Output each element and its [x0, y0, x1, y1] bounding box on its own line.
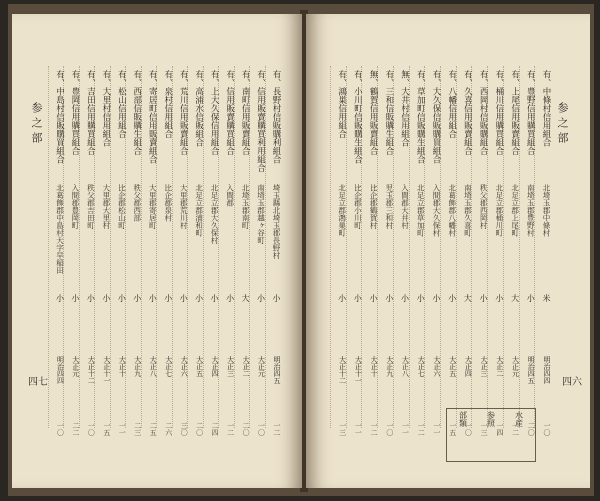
registry-row: [440, 66, 457, 436]
registry-row: [393, 66, 410, 436]
cooperative-address: 比企郡泉村: [163, 184, 173, 222]
cooperative-name: 有、中條村信用組合: [541, 70, 551, 147]
member-count: 一〇: [464, 422, 473, 436]
registry-row: [94, 66, 111, 436]
right-page-number: 四六: [562, 377, 582, 388]
registry-row: [487, 66, 504, 436]
left-page: [12, 14, 302, 488]
member-count: 一一: [354, 422, 363, 436]
liability-class: 小: [416, 294, 426, 302]
founding-date: 大正八: [401, 356, 410, 377]
cooperative-name: 有、上尾信用販賣組合: [509, 70, 520, 155]
cooperative-name: 有、八幡信用組合: [446, 70, 457, 138]
founding-date: 大正元: [71, 356, 80, 377]
liability-class: 小: [384, 294, 394, 302]
member-count: 二二: [71, 422, 80, 436]
library-stamp: [446, 408, 536, 462]
cooperative-address: 入間郡大井村: [400, 184, 410, 229]
founding-date: 大正二: [495, 356, 504, 377]
liability-class: 小: [194, 294, 204, 302]
cooperative-name: 有、信用販賣購買組合: [224, 70, 235, 155]
open-book: [8, 4, 594, 496]
registry-row: [156, 66, 173, 436]
cooperative-name: 有、荒川信用販賣組合: [178, 70, 189, 155]
member-count: 二〇: [242, 422, 251, 436]
liability-class: 小: [400, 294, 410, 302]
registry-row: [424, 66, 441, 436]
liability-class: 小: [225, 294, 235, 302]
member-count: 一三: [480, 422, 489, 436]
cooperative-address: 北埼玉郡中條村: [542, 184, 551, 237]
cooperative-address: 南埼玉郡久喜町: [463, 184, 473, 237]
member-count: 二三: [133, 422, 142, 436]
cooperative-name: 有、寄居町信用販賣組合: [147, 70, 158, 164]
cooperative-address: 秩父郡西部: [132, 184, 142, 222]
cooperative-name: 有、泉村信用組合: [162, 70, 173, 138]
stamp-text: 水産: [514, 411, 524, 427]
cooperative-name: 有、上大久保信用組合: [209, 70, 220, 155]
member-count: 一〇: [257, 422, 266, 436]
cooperative-address: 秩父郡吉田町: [86, 184, 96, 229]
member-count: 二〇: [527, 422, 536, 436]
right-page-header: 参之部: [556, 102, 569, 147]
member-count: 一二: [511, 422, 520, 436]
cooperative-address: 比企郡鶴賀村: [369, 184, 379, 229]
cooperative-name: 有、小川町信販購生組合: [352, 70, 363, 164]
cooperative-name: 有、長野村信販購利組合: [271, 70, 281, 164]
right-page: [306, 14, 590, 488]
liability-class: 小: [117, 294, 127, 302]
member-count: 一一: [401, 422, 410, 436]
liability-class: 小: [526, 294, 536, 302]
cooperative-address: 北足立郡鴻巣町: [337, 184, 347, 237]
registry-row: [172, 66, 189, 436]
liability-class: 大: [510, 294, 520, 302]
registry-row: [265, 66, 281, 436]
founding-date: 大正六: [180, 356, 189, 377]
cooperative-name: 無、鶴賀信用販賣組合: [368, 70, 379, 155]
founding-date: 明治四五: [527, 356, 536, 384]
founding-date: 大正元: [257, 356, 266, 377]
liability-class: 米: [542, 294, 551, 302]
registry-row: [346, 66, 363, 436]
founding-date: 大正八: [149, 356, 158, 377]
stamp-text: 部類: [458, 411, 468, 427]
cooperative-name: 有、豊岡信用購買組合: [69, 70, 80, 155]
cooperative-name: 有、信用販賣購買利用組合: [255, 70, 266, 172]
member-count: 一一: [118, 422, 127, 436]
member-count: 一二: [417, 422, 426, 436]
cooperative-address: 入間郡豊岡町: [70, 184, 80, 229]
cooperative-address: 南埼玉郡豊野村: [526, 184, 536, 237]
liability-class: 小: [210, 294, 220, 302]
founding-date: 大正十: [370, 356, 379, 377]
founding-date: 大正十: [118, 356, 127, 377]
liability-class: 大: [463, 294, 473, 302]
founding-date: 大正四: [211, 356, 220, 377]
cooperative-name: 有、西部信販購生組合: [131, 70, 142, 155]
cooperative-address: 大里郡大里村: [101, 184, 111, 229]
cooperative-address: 児玉郡三和村: [384, 184, 394, 229]
cooperative-name: 有、吉田信用購買組合: [85, 70, 96, 155]
cooperative-name: 有、西岡村信販購組合: [478, 70, 489, 155]
liability-class: 小: [369, 294, 379, 302]
member-count: 一二: [273, 422, 281, 436]
registry-row: [110, 66, 127, 436]
member-count: 二五: [149, 422, 158, 436]
liability-class: 小: [55, 294, 65, 302]
registry-row: [361, 66, 379, 436]
cooperative-name: 有、三和信販購生組合: [383, 70, 394, 155]
registry-row: [503, 66, 520, 436]
founding-date: 大正二: [242, 356, 251, 377]
founding-date: 大正九: [385, 356, 394, 377]
registry-row: [519, 66, 536, 436]
cooperative-address: 秩父郡西岡村: [479, 184, 489, 229]
registry-row: [330, 66, 347, 436]
liability-class: 小: [179, 294, 189, 302]
member-count: 一二: [370, 422, 379, 436]
cooperative-name: 有、久喜信用販賣組合: [462, 70, 473, 155]
founding-date: 大正十二: [87, 356, 96, 384]
cooperative-name: 有、草加町信販購生組合: [415, 70, 426, 164]
cooperative-name: 無、大井村信用組合: [399, 70, 410, 147]
registry-row: [203, 66, 220, 436]
registry-row: [187, 66, 204, 436]
founding-date: 大正六: [432, 356, 441, 377]
liability-class: 小: [132, 294, 142, 302]
registry-row: [471, 66, 489, 436]
cooperative-address: 北足立郡草加町: [416, 184, 426, 237]
cooperative-name: 有、大久保信販購買組合: [430, 70, 441, 164]
founding-date: 大正十二: [338, 356, 347, 384]
registry-row: [141, 66, 158, 436]
registry-row: [125, 66, 142, 436]
registry-row: [409, 66, 426, 436]
cooperative-address: 大里郡寄居町: [148, 184, 158, 229]
founding-date: 大正十一: [102, 356, 111, 384]
member-count: 一五: [448, 422, 457, 436]
cooperative-address: 大里郡荒川村: [179, 184, 189, 229]
cooperative-name: 有、桶川信用購買組合: [493, 70, 504, 155]
liability-class: 小: [494, 294, 504, 302]
member-count: 三〇: [180, 422, 189, 436]
stamp-text: 参照: [486, 411, 496, 427]
liability-class: 小: [479, 294, 489, 302]
liability-class: 小: [272, 294, 281, 302]
member-count: 一〇: [87, 422, 96, 436]
cooperative-address: 比企郡小川町: [353, 184, 363, 229]
registry-row: [249, 66, 266, 436]
cooperative-address: 南埼玉郡越ヶ谷町: [256, 184, 266, 244]
founding-date: 大正七: [417, 356, 426, 377]
member-count: 一三: [338, 422, 347, 436]
left-registry-table: [48, 66, 281, 436]
founding-date: 大正五: [448, 356, 457, 377]
liability-class: 小: [70, 294, 80, 302]
founding-date: 大正三: [480, 356, 489, 377]
cooperative-name: 有、中島村信販購買組合: [54, 70, 65, 164]
liability-class: 小: [447, 294, 457, 302]
registry-row: [534, 66, 551, 436]
member-count: 一四: [495, 422, 504, 436]
cooperative-name: 有、大里村信用組合: [100, 70, 111, 147]
registry-row: [218, 66, 235, 436]
registry-row: [79, 66, 96, 436]
founding-date: 大正三: [226, 356, 235, 377]
registry-row: [234, 66, 251, 436]
liability-class: 小: [148, 294, 158, 302]
liability-class: 小: [86, 294, 96, 302]
left-page-header: 参之部: [30, 102, 43, 147]
founding-date: 大正五: [195, 356, 204, 377]
cooperative-name: 有、南町信用販賣組合: [240, 70, 251, 155]
member-count: 一二: [226, 422, 235, 436]
member-count: 一五: [102, 422, 111, 436]
cooperative-name: 有、鴻巣信用組合: [336, 70, 347, 138]
cooperative-name: 有、松山信用組合: [116, 70, 127, 138]
liability-class: 小: [337, 294, 347, 302]
member-count: 二四: [211, 422, 220, 436]
registry-row: [377, 66, 394, 436]
founding-date: 大正九: [133, 356, 142, 377]
cooperative-name: 有、豊野信用購買組合: [525, 70, 536, 155]
cooperative-address: 入間郡: [225, 184, 235, 207]
cooperative-address: 埼玉縣北埼玉郡長野村: [272, 184, 281, 259]
liability-class: 小: [101, 294, 111, 302]
cooperative-address: 北足立郡桶川町: [494, 184, 504, 237]
cooperative-address: 北葛飾郡八幡村: [447, 184, 457, 237]
registry-row: [63, 66, 80, 436]
member-count: 二〇: [195, 422, 204, 436]
liability-class: 小: [256, 294, 266, 302]
liability-class: 小: [163, 294, 173, 302]
member-count: 二六: [164, 422, 173, 436]
founding-date: 明治四四: [543, 356, 551, 384]
member-count: 一一: [432, 422, 441, 436]
cooperative-address: 北足立郡浦和町: [194, 184, 204, 237]
member-count: 一〇: [543, 422, 551, 436]
cooperative-address: 北葛飾郡中島村大字早稲田: [55, 184, 65, 274]
registry-row: [456, 66, 473, 436]
member-count: 一〇: [385, 422, 394, 436]
cooperative-address: 入間郡大久保村: [431, 184, 441, 237]
cooperative-address: 比企郡松山町: [117, 184, 127, 229]
founding-date: 大正十一: [354, 356, 363, 384]
founding-date: 明治四五: [273, 356, 281, 384]
cooperative-address: 北埼玉郡南町: [241, 184, 251, 229]
left-page-number: 四七: [28, 377, 48, 388]
member-count: 一〇: [56, 422, 65, 436]
founding-date: 明治四四: [56, 356, 65, 384]
founding-date: 大正四: [464, 356, 473, 377]
registry-row: [48, 66, 65, 436]
right-registry-table: [330, 66, 551, 436]
liability-class: 大: [241, 294, 251, 302]
cooperative-name: 有、高浦水信販組合: [193, 70, 204, 147]
liability-class: 小: [353, 294, 363, 302]
cooperative-address: 北足立郡大久保村: [210, 184, 220, 244]
cooperative-address: 北足立郡上尾町: [510, 184, 520, 237]
founding-date: 大正七: [164, 356, 173, 377]
liability-class: 小: [431, 294, 441, 302]
founding-date: 大正元: [511, 356, 520, 377]
